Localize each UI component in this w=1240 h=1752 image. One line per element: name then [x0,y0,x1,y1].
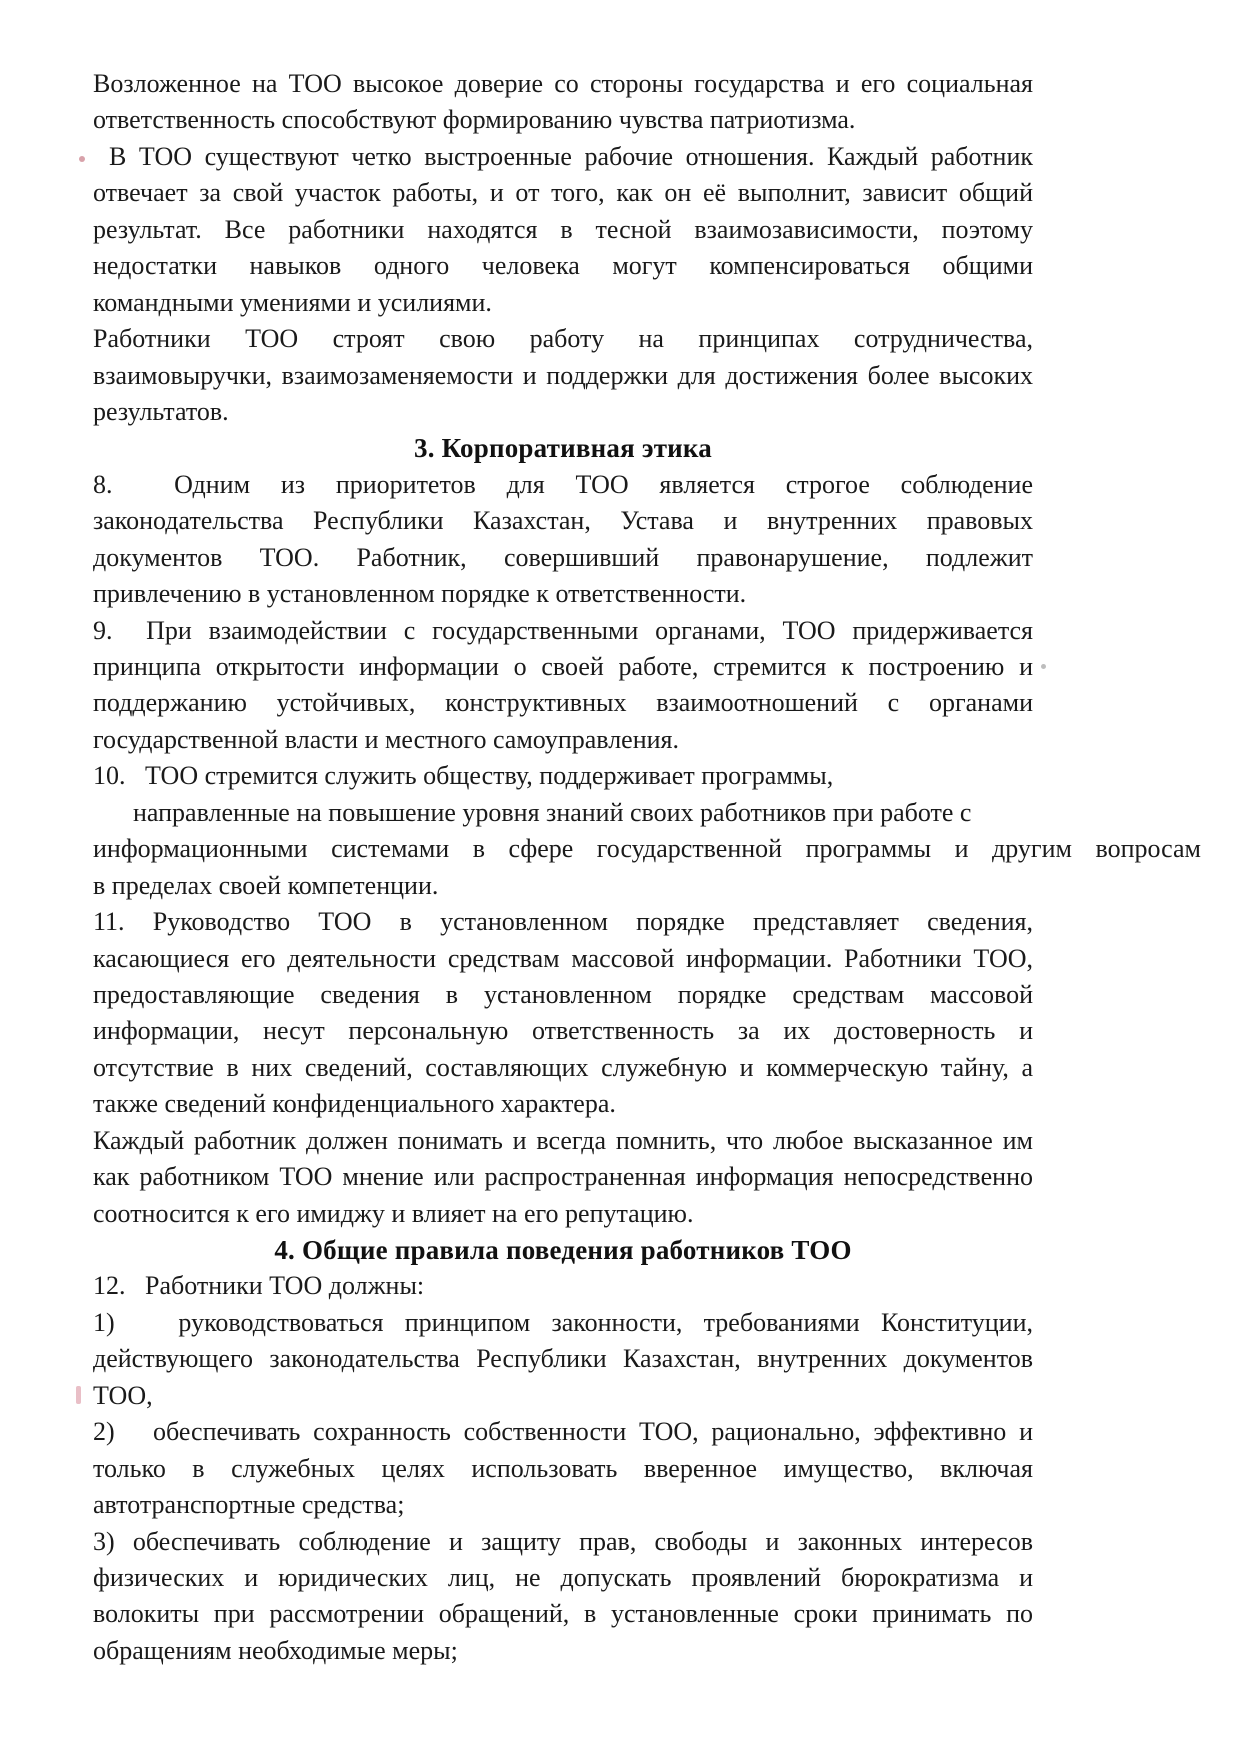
para-item-12 [93,1268,1033,1304]
text-line: поддержанию устойчивых, конструктивных взаимоотношений с органами [93,688,1033,718]
heading-general-rules: 4. Общие правила поведения работников ТОО [274,1235,852,1265]
text-line: волокиты при рассмотрении обращений, в установленные сроки принимать по [93,1599,1033,1629]
para-subitem-2 [93,1414,1033,1523]
text-line: направленные на повышение уровня знаний своих работников при работе с [133,797,972,827]
text-line: физических и юридических лиц, не допускать проявлений бюрократизма и [93,1562,1033,1592]
text-line: документов ТОО. Работник, совершивший правонарушение, подлежит [93,542,1033,572]
text-line: 8. Одним из приоритетов для ТОО является строгое соблюдение [93,469,1033,499]
heading-corporate-ethics: 3. Корпоративная этика [414,433,712,464]
para-trust [93,66,1033,139]
text-line: Возложенное на ТОО высокое доверие со стороны государства и его социальная [93,69,1033,98]
text-line: 3) обеспечивать соблюдение и защиту прав, свободы и законных интересов [93,1526,1033,1556]
text-line: результат. Все работники находятся в тесной взаимозависимости, поэтому [93,214,1033,244]
text-line: взаимовыручки, взаимозаменяемости и поддержки для достижения более высоких [93,360,1033,390]
text-line: касающиеся его деятельности средствам массовой информации. Работники ТОО, [93,943,1033,973]
text-line: недостатки навыков одного человека могут компенсироваться общими [93,251,1033,281]
document-body [93,66,1201,1669]
text-line: 2) обеспечивать сохранность собственности ТОО, рационально, эффективно и [93,1417,1033,1447]
text-line: привлечению в установленном порядке к ответственности. [93,579,747,609]
text-line: как работником ТОО мнение или распространенная информация непосредственно [93,1162,1033,1192]
text-line: ТОО, [93,1380,153,1410]
text-line: соотносится к его имиджу и влияет на его репутацию. [93,1198,694,1228]
para-item-9 [93,613,1033,759]
text-line: принципа открытости информации о своей работе, стремится к построению и [93,652,1033,681]
text-line: автотранспортные средства; [93,1490,405,1520]
text-line: 10. ТОО стремится служить обществу, поддерживает программы, [93,761,834,791]
text-line: Работники ТОО строят свою работу на принципах сотрудничества, [93,324,1033,354]
text-line: командными умениями и усилиями. [93,287,492,317]
text-line: обращениям необходимые меры; [93,1635,458,1665]
para-opinion-reputation [93,1123,1033,1232]
scan-artifact-gray-dot [1041,664,1046,669]
text-line: ответственность способствуют формированию чувства патриотизма. [93,105,856,135]
text-line: Каждый работник должен понимать и всегда помнить, что любое высказанное им [93,1125,1033,1155]
text-line: 12. Работники ТОО должны: [93,1271,425,1301]
text-line: в пределах своей компетенции. [93,870,439,900]
text-line: только в служебных целях использовать вверенное имущество, включая [93,1453,1033,1483]
text-line: 9. При взаимодействии с государственными органами, ТОО придерживается [93,615,1033,645]
text-line: также сведений конфиденциального характера. [93,1089,616,1119]
scan-artifact-pink-dot [79,156,85,162]
text-line: информационными системами в сфере государственной программы и другим вопросам [93,834,1201,864]
para-item-10 [93,758,1201,904]
para-subitem-3 [93,1524,1033,1670]
para-item-8 [93,467,1033,613]
text-line: информации, несут персональную ответственность за их достоверность и [93,1016,1033,1046]
text-line: государственной власти и местного самоуправления. [93,724,680,754]
text-line: 11. Руководство ТОО в установленном порядке представляет сведения, [93,907,1033,937]
text-line: отсутствие в них сведений, составляющих служебную и коммерческую тайну, а [93,1052,1033,1082]
text-line: законодательства Республики Казахстан, Устава и внутренних правовых [93,506,1033,536]
text-line: отвечает за свой участок работы, и от того, как он её выполнит, зависит общий [93,178,1033,208]
text-line: 1) руководствоваться принципом законности, требованиями Конституции, [93,1307,1033,1337]
text-line: действующего законодательства Республики Казахстан, внутренних документов [93,1344,1033,1374]
text-line: В ТОО существуют четко выстроенные рабочие отношения. Каждый работник [109,141,1033,171]
para-item-11 [93,904,1033,1123]
para-cooperation [93,321,1033,430]
para-work-relations [93,139,1033,321]
para-subitem-1 [93,1305,1033,1414]
text-line: предоставляющие сведения в установленном порядке средствам массовой [93,979,1033,1009]
scan-artifact-pink-sliver [76,1386,81,1404]
text-line: результатов. [93,396,229,426]
